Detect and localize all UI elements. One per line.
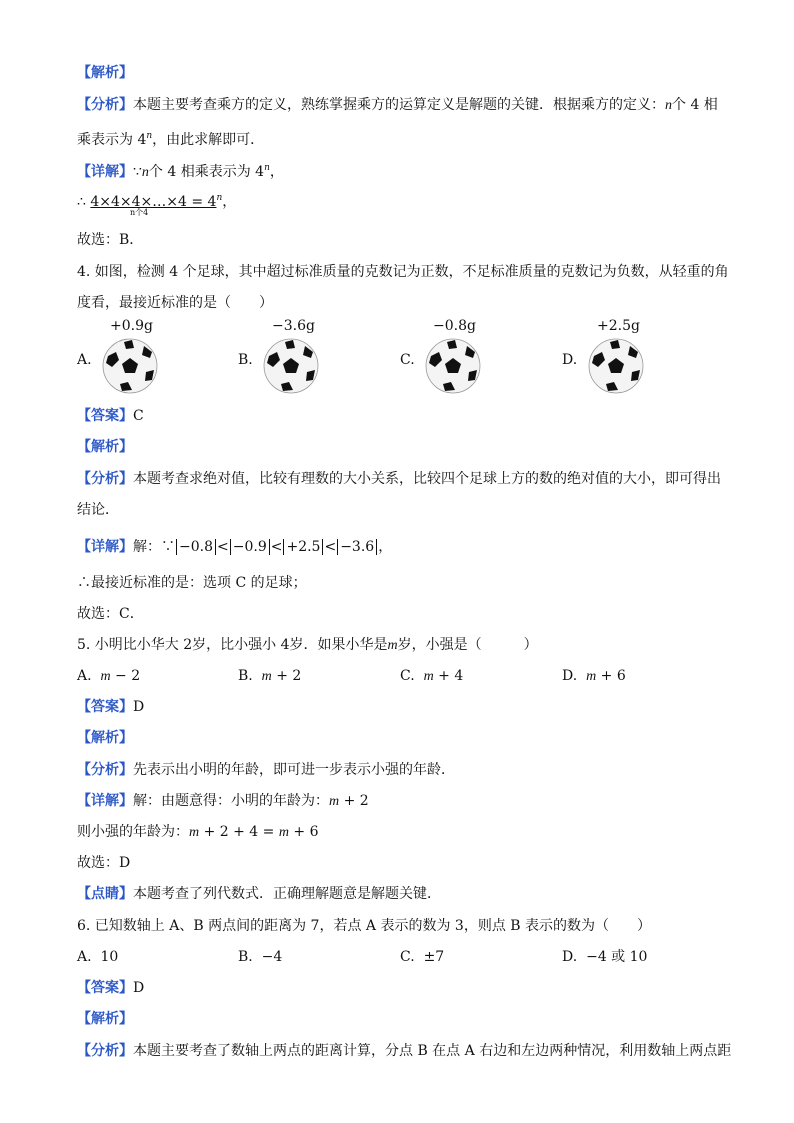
option-letter: A. — [77, 949, 92, 965]
option-letter: C. — [400, 668, 415, 684]
xiangjie-end: ， — [378, 539, 393, 555]
q4-option-b-label: −3.6g — [272, 318, 315, 334]
exp-n: n — [146, 131, 153, 141]
q4-guxuan: 故选：C． — [77, 606, 144, 622]
fenxi-text: 本题主要考查乘方的定义，熟练掌握乘方的运算定义是解题的关键．根据乘方的定义： — [133, 97, 665, 113]
soccer-ball-icon — [588, 338, 644, 394]
var-m: m — [586, 669, 597, 684]
daan-value: D — [133, 980, 145, 996]
option-letter: C. — [400, 949, 415, 965]
option-expr: + 6 — [596, 668, 626, 684]
option-expr: − 2 — [110, 668, 141, 684]
daan-tag: 【答案】 — [77, 699, 133, 715]
abs-value-3: +2.5 — [283, 539, 323, 555]
q4-stem-line2: 度看，最接近标准的是（ ） — [77, 295, 273, 311]
var-n: n — [141, 165, 149, 180]
option-letter: B. — [238, 668, 253, 684]
fenxi-tag: 【分析】 — [77, 97, 133, 113]
var-m: m — [261, 669, 272, 684]
var-m: m — [189, 825, 200, 840]
xiangjie-tag: 【详解】 — [77, 539, 133, 555]
abs-value-4: −3.6 — [337, 539, 377, 555]
option-letter: B. — [238, 949, 253, 965]
daan-value: C — [133, 408, 144, 424]
q5-dianjing — [77, 885, 441, 903]
q5-option-b[interactable] — [238, 667, 301, 686]
var-m: m — [329, 794, 340, 809]
section-jiexi-q3: 【解析】 — [77, 65, 133, 81]
q4-fenxi-line2: 结论． — [77, 502, 119, 518]
q5-xiangjie — [77, 792, 369, 811]
q4-jiexi: 【解析】 — [77, 439, 133, 455]
xiangjie-tag: 【详解】 — [77, 793, 133, 809]
q5-stem — [77, 636, 538, 655]
soccer-ball-icon — [425, 338, 481, 394]
xiangjie-text-c: ， — [269, 164, 284, 180]
option-text: 10 — [100, 949, 119, 965]
var-m: m — [100, 669, 111, 684]
q5-stem-a: 5. 小明比小华大 2岁，比小强小 4岁．如果小华是 — [77, 637, 388, 653]
brace-note: n个4 — [130, 208, 149, 217]
lt-1: < — [217, 539, 229, 555]
soccer-ball-icon — [263, 338, 319, 394]
abs-value-1: −0.8 — [176, 539, 216, 555]
q4-option-a-letter: A. — [77, 352, 92, 368]
q5-option-a[interactable] — [77, 667, 140, 686]
q5-option-c[interactable] — [400, 667, 463, 686]
var-n: n — [665, 98, 672, 113]
product-formula: 4×4×4×…×4 = 4 — [90, 194, 217, 210]
line2-c: + 6 — [288, 824, 319, 840]
line2-a: 则小强的年龄为： — [77, 824, 189, 840]
exp-n: n — [264, 163, 270, 173]
q6-answer — [77, 979, 144, 997]
q4-option-d-letter: D. — [562, 352, 578, 368]
option-text: −4 — [261, 949, 283, 965]
option-letter: A. — [77, 668, 92, 684]
q4-stem-line1: 4. 如图，检测 4 个足球，其中超过标准质量的克数记为正数，不足标准质量的克数记为负数，从轻重的角 — [77, 264, 729, 280]
option-expr: + 2 — [271, 668, 302, 684]
q4-option-d-label: +2.5g — [597, 318, 640, 334]
q6-fenxi — [77, 1042, 731, 1060]
lt-3: < — [324, 539, 337, 555]
q4-xiangjie — [77, 538, 392, 556]
fenxi-text: 先表示出小明的年龄，即可进一步表示小强的年龄． — [133, 762, 455, 778]
q4-option-b-letter: B. — [238, 352, 253, 368]
q5-option-d[interactable] — [562, 667, 626, 686]
fenxi-line2a: 乘表示为 4 — [77, 132, 147, 148]
var-m: m — [423, 669, 434, 684]
because-symbol: ∵ — [133, 164, 142, 180]
fenxi-text: 本题主要考查了数轴上两点的距离计算，分点 B 在点 A 右边和左边两种情况，利用数轴上两点距 — [133, 1043, 732, 1059]
option-expr: + 4 — [433, 668, 464, 684]
option-letter: D. — [562, 949, 578, 965]
q4-option-c-letter: C. — [400, 352, 415, 368]
xiangjie-tag: 【详解】 — [77, 164, 133, 180]
xiangjie-b: + 2 — [339, 793, 369, 809]
q6-option-c[interactable] — [400, 948, 444, 966]
option-text: −4 或 10 — [586, 949, 648, 965]
soccer-ball-icon — [102, 338, 158, 394]
q4-conclusion: ∴最接近标准的是：选项 C 的足球； — [77, 575, 307, 591]
q6-stem: 6. 已知数轴上 A、B 两点间的距离为 7，若点 A 表示的数为 3，则点 B 表示的数为（ ） — [77, 918, 652, 934]
answer-q3: 故选：B． — [77, 232, 144, 248]
fenxi-line2b: ，由此求解即可． — [152, 132, 265, 148]
daan-value: D — [133, 699, 145, 715]
q5-guxuan: 故选：D — [77, 855, 131, 871]
fenxi-tag: 【分析】 — [77, 1043, 133, 1059]
xiangjie-prefix: 解：∵ — [133, 539, 175, 555]
var-m: m — [387, 638, 398, 653]
xiangjie-q3-formula — [77, 189, 236, 211]
var-m: m — [278, 825, 289, 840]
fenxi-q3-line2 — [77, 127, 264, 149]
option-letter: D. — [562, 668, 578, 684]
therefore-symbol: ∴ — [77, 194, 86, 210]
xiangjie-text-b: 个 4 相乘表示为 4 — [148, 164, 265, 180]
option-text: ±7 — [423, 949, 445, 965]
fenxi-text2: 个 4 相 — [672, 97, 718, 113]
q5-line2 — [77, 823, 319, 842]
dianjing-text: 本题考查了列代数式．正确理解题意是解题关键． — [133, 886, 441, 902]
fenxi-tag: 【分析】 — [77, 762, 133, 778]
fenxi-tag: 【分析】 — [77, 471, 133, 487]
daan-tag: 【答案】 — [77, 980, 133, 996]
q5-stem-b: 岁，小强是（ ） — [397, 637, 538, 653]
xiangjie-q3-line1 — [77, 159, 284, 182]
q6-option-b[interactable] — [238, 948, 282, 966]
q5-answer — [77, 698, 144, 716]
q5-fenxi — [77, 761, 455, 779]
abs-value-2: −0.9 — [230, 539, 270, 555]
q6-option-a[interactable] — [77, 948, 118, 966]
xiangjie-a: 解：由题意得：小明的年龄为： — [133, 793, 329, 809]
dianjing-tag: 【点睛】 — [77, 886, 133, 902]
q6-jiexi: 【解析】 — [77, 1011, 133, 1027]
q6-option-d[interactable] — [562, 948, 647, 966]
daan-tag: 【答案】 — [77, 408, 133, 424]
q4-fenxi-line1 — [77, 470, 721, 488]
q4-answer — [77, 407, 144, 425]
q4-option-c-label: −0.8g — [433, 318, 476, 334]
formula-end: ， — [222, 194, 237, 210]
line2-b: + 2 + 4 = — [199, 824, 279, 840]
q4-option-a-label: +0.9g — [110, 318, 153, 334]
fenxi-text: 本题考查求绝对值，比较有理数的大小关系，比较四个足球上方的数的绝对值的大小，即可得出 — [133, 471, 721, 487]
q5-jiexi: 【解析】 — [77, 730, 133, 746]
lt-2: < — [270, 539, 283, 555]
fenxi-q3-line1 — [77, 96, 718, 115]
formula-exp: n — [216, 193, 223, 203]
